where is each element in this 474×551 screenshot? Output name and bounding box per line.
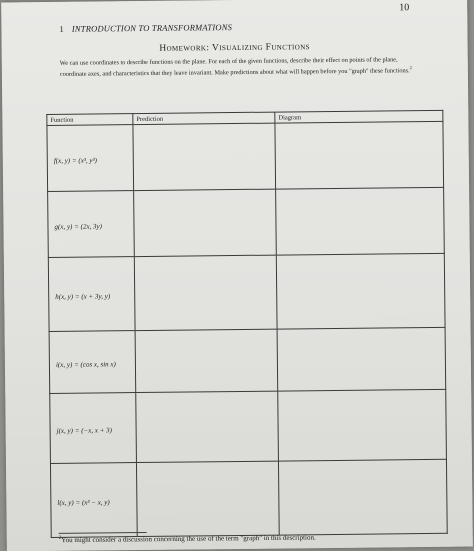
table-row — [50, 459, 447, 537]
intro-text: We can use coordinates to describe functions on the plane. For each of the given functions, describe their effect on points of the plane, coordinate axes, and characteristics that they leave invariant. Make predictions about what will happen before you "graph" these functions. — [59, 56, 410, 78]
function-label: i(x, y) = (cos x, sin x) — [55, 359, 116, 369]
prediction-cell[interactable] — [135, 329, 278, 392]
textbook-page — [1, 0, 473, 551]
prediction-cell[interactable] — [133, 123, 276, 190]
intro-paragraph — [60, 56, 420, 78]
footnote-mark: 2 — [58, 535, 62, 541]
header-prediction: Prediction — [133, 112, 275, 124]
page-number: 10 — [399, 2, 410, 14]
function-cell — [48, 191, 135, 258]
function-label: f(x, y) = (x³, y³) — [53, 155, 97, 165]
function-label: j(x, y) = (−x, x + 3) — [56, 425, 113, 435]
function-cell — [48, 257, 135, 332]
prediction-cell[interactable] — [134, 189, 277, 256]
function-label: g(x, y) = (2x, 3y) — [54, 221, 103, 231]
homework-title: Homework: Visualizing Functions — [159, 42, 310, 54]
prediction-cell[interactable] — [136, 391, 279, 462]
chapter-title: INTRODUCTION TO TRANSFORMATIONS — [71, 22, 233, 34]
chapter-number: 1 — [59, 23, 64, 34]
function-label: l(x, y) = (x³ − x, y) — [57, 497, 110, 507]
table-row — [47, 121, 444, 191]
table-row — [48, 187, 445, 257]
table-row — [50, 389, 447, 463]
running-header — [59, 22, 232, 34]
diagram-cell[interactable] — [278, 389, 447, 461]
prediction-cell[interactable] — [136, 461, 279, 536]
diagram-cell[interactable] — [277, 327, 446, 391]
diagram-cell[interactable] — [276, 187, 445, 255]
function-label: h(x, y) = (x + 3y, y) — [55, 291, 111, 301]
diagram-cell[interactable] — [276, 253, 445, 329]
function-cell — [50, 393, 137, 464]
footnote-text: You might consider a discussion concerning the use of the term "graph" in this description. — [61, 533, 316, 545]
footnote — [59, 533, 316, 544]
homework-table — [46, 110, 447, 538]
header-function: Function — [47, 114, 133, 126]
function-cell — [49, 331, 136, 394]
prediction-cell[interactable] — [134, 255, 277, 330]
intro-footnote-mark: 2 — [409, 64, 412, 70]
function-cell — [47, 125, 134, 192]
diagram-cell[interactable] — [275, 121, 444, 189]
diagram-cell[interactable] — [278, 459, 447, 535]
table-row — [48, 253, 445, 331]
function-cell — [50, 463, 137, 538]
table-row — [49, 327, 446, 393]
header-diagram: Diagram — [275, 110, 443, 123]
